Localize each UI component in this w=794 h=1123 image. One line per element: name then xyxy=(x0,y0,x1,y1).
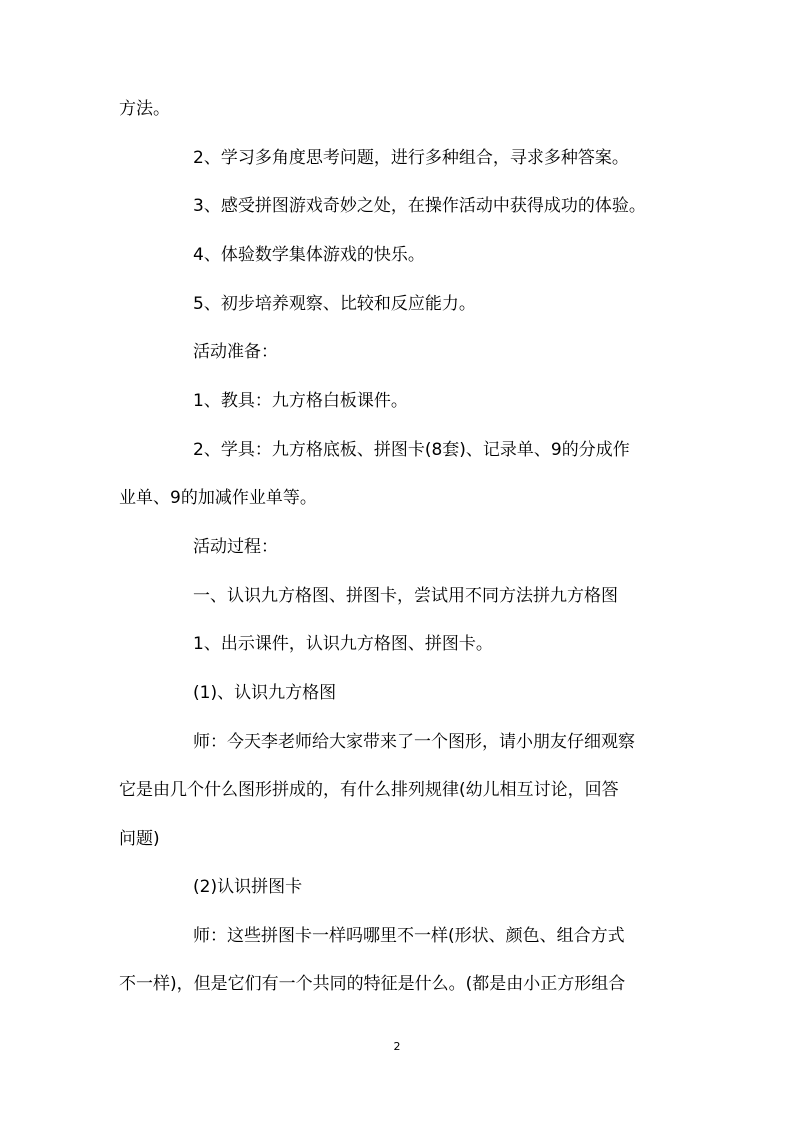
section-heading: 活动过程： xyxy=(193,537,278,557)
text-line: 2、学习多角度思考问题，进行多种组合，寻求多种答案。 xyxy=(193,148,629,168)
text-line: 问题) xyxy=(119,829,160,849)
text-line: 4、体验数学集体游戏的快乐。 xyxy=(193,245,425,265)
text-line: (2)认识拼图卡 xyxy=(193,877,303,897)
section-heading: 活动准备： xyxy=(193,342,278,362)
text-line: 不一样)，但是它们有一个共同的特征是什么。(都是由小正方形组合 xyxy=(119,974,626,994)
text-line: 5、初步培养观察、比较和反应能力。 xyxy=(193,294,476,314)
page-number: 2 xyxy=(393,1040,401,1053)
text-line: 师：这些拼图卡一样吗哪里不一样(形状、颜色、组合方式 xyxy=(193,926,625,946)
text-line: (1)、认识九方格图 xyxy=(193,683,337,703)
text-line: 1、教具：九方格白板课件。 xyxy=(193,391,408,411)
text-line: 方法。 xyxy=(119,99,170,119)
text-line: 它是由几个什么图形拼成的，有什么排列规律(幼儿相互讨论，回答 xyxy=(119,780,619,800)
text-line: 业单、9的加减作业单等。 xyxy=(119,488,317,508)
text-line: 1、出示课件，认识九方格图、拼图卡。 xyxy=(193,634,493,654)
text-line: 一、认识九方格图、拼图卡，尝试用不同方法拼九方格图 xyxy=(193,586,618,606)
text-line: 师：今天李老师给大家带来了一个图形，请小朋友仔细观察 xyxy=(193,732,635,752)
text-line: 2、学具：九方格底板、拼图卡(8套)、记录单、9的分成作 xyxy=(193,440,630,460)
text-line: 3、感受拼图游戏奇妙之处，在操作活动中获得成功的体验。 xyxy=(193,196,646,216)
